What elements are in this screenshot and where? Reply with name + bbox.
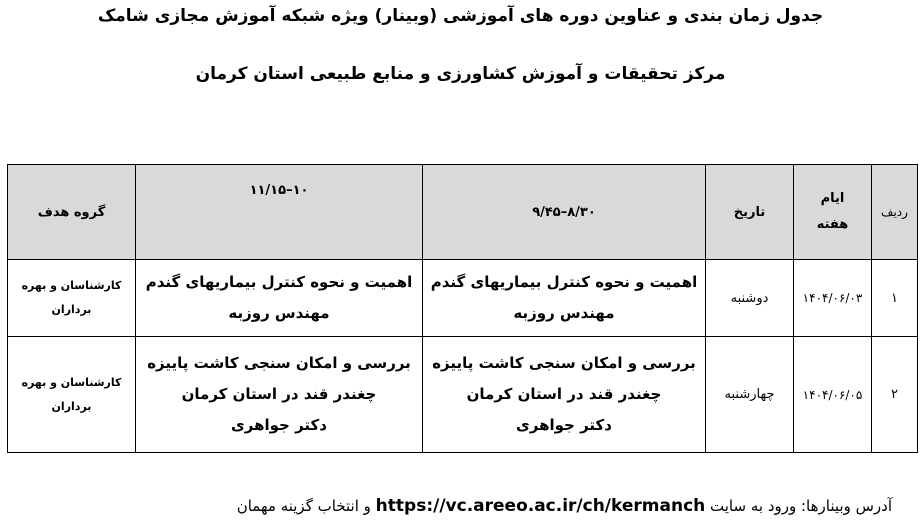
webinar-link[interactable]: https://vc.areeo.ac.ir/ch/kermanch (375, 496, 706, 516)
header-target-group: گروه هدف (8, 165, 136, 260)
page-subtitle: مرکز تحقیقات و آموزش کشاورزی و منابع طبیعی استان کرمان (195, 64, 726, 84)
topic-line: اهمیت و نحوه کنترل بیماریهای گندم (145, 273, 413, 291)
header-weekday-line2: هفته (816, 217, 849, 232)
topic-line: چغندر قند در استان کرمان (181, 385, 377, 403)
topic-line: بررسی و امکان سنجی کاشت پاییزه (147, 354, 411, 372)
row-target-group (8, 260, 136, 337)
target-line: برداران (51, 303, 92, 316)
row-weekday: چهارشنبه (706, 337, 794, 453)
header-weekday-line1: ایام (820, 191, 845, 206)
schedule-table (7, 164, 918, 453)
row-topic-slot-2 (136, 337, 423, 453)
address-suffix: و انتخاب گزینه مهمان (236, 497, 371, 515)
topic-presenter: مهندس روزبه (513, 304, 615, 322)
row-weekday: دوشنبه (706, 260, 794, 337)
address-prefix: آدرس وبینارها: ورود به سایت (710, 497, 892, 515)
header-time-slot-2: ۱۰–۱۱/۱۵ (136, 165, 423, 260)
table-row (8, 337, 918, 453)
webinar-address (0, 496, 892, 516)
row-target-group (8, 337, 136, 453)
row-date: ۱۴۰۴/۰۶/۰۳ (794, 260, 872, 337)
row-number: ۲ (872, 337, 918, 453)
topic-line: اهمیت و نحوه کنترل بیماریهای گندم (430, 273, 698, 291)
row-topic-slot-1 (423, 260, 706, 337)
target-line: برداران (51, 399, 92, 413)
topic-line: بررسی و امکان سنجی کاشت پاییزه (432, 354, 696, 372)
header-date: تاریخ (706, 165, 794, 260)
topic-line: چغندر قند در استان کرمان (466, 385, 662, 403)
row-topic-slot-2 (136, 260, 423, 337)
target-line: کارشناسان و بهره (21, 279, 122, 292)
row-number: ۱ (872, 260, 918, 337)
topic-presenter: مهندس روزبه (228, 304, 330, 322)
topic-presenter: دکتر جواهری (516, 416, 612, 434)
header-row-number: ردیف (872, 165, 918, 260)
table-row (8, 260, 918, 337)
page-title: جدول زمان بندی و عناوین دوره های آموزشی (وبینار) ویژه شبکه آموزش مجازی شامک (97, 6, 824, 26)
target-line: کارشناسان و بهره (21, 375, 122, 389)
header-time-slot-1: ۸/۳۰–۹/۴۵ (423, 165, 706, 260)
topic-presenter: دکتر جواهری (231, 416, 327, 434)
row-topic-slot-1 (423, 337, 706, 453)
header-weekday (794, 165, 872, 260)
table-header-row (8, 165, 918, 260)
row-date: ۱۴۰۴/۰۶/۰۵ (794, 337, 872, 453)
